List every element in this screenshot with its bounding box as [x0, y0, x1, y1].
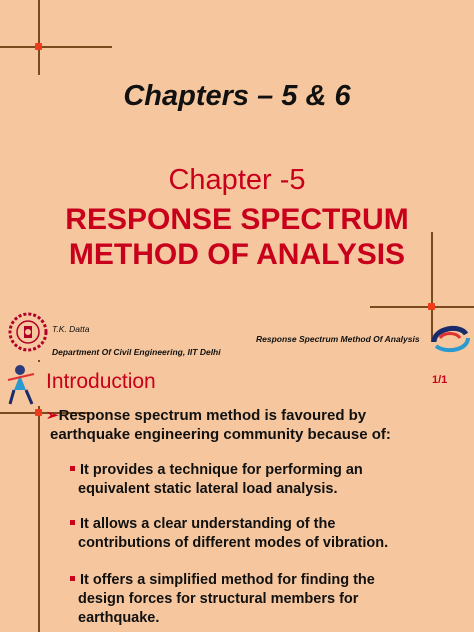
section-title: Introduction: [46, 370, 156, 393]
page-number: 1/1: [432, 374, 448, 386]
decor-vline-top-left: [38, 0, 40, 75]
iit-delhi-logo-icon: [8, 312, 48, 352]
topic-name: Response Spectrum Method Of Analysis: [256, 334, 420, 344]
decor-dot-mid-right: [428, 303, 435, 310]
arrow-bullet-icon: ➢: [46, 407, 59, 424]
decor-dot-bottom-left: [35, 409, 42, 416]
bullet-line1: It provides a technique for performing an: [80, 462, 363, 478]
square-bullet-icon: [70, 466, 75, 471]
earthquake-figure-logo-icon: [4, 360, 42, 408]
bullet-line1: It allows a clear understanding of the: [80, 516, 336, 532]
bullet-line2: design forces for structural members for: [78, 591, 359, 607]
slide-title: Chapters – 5 & 6: [123, 80, 351, 112]
decor-dot-top-left: [35, 43, 42, 50]
chapter-heading-line1: RESPONSE SPECTRUM: [65, 203, 409, 236]
decor-hline-mid-right: [370, 306, 474, 308]
bullet-item: [70, 571, 465, 628]
decor-hline-top-left: [0, 46, 112, 48]
lead-line1: Response spectrum method is favoured by: [58, 407, 367, 424]
bullet-item: [70, 515, 465, 553]
bullet-item: [70, 461, 465, 499]
spiral-logo-icon: [430, 320, 472, 354]
chapter-heading-line2: METHOD OF ANALYSIS: [68, 238, 406, 271]
bullet-line2: contributions of different modes of vibration.: [78, 535, 389, 551]
square-bullet-icon: [70, 520, 75, 525]
chapter-heading: [0, 202, 474, 272]
department-name: Department Of Civil Engineering, IIT Delhi: [52, 347, 221, 357]
bullet-line2: equivalent static lateral load analysis.: [78, 481, 338, 497]
bullet-line1: It offers a simplified method for finding the: [80, 572, 375, 588]
author-name: T.K. Datta: [52, 324, 90, 334]
lead-paragraph: [46, 406, 466, 444]
chapter-label: Chapter -5: [168, 164, 306, 196]
square-bullet-icon: [70, 576, 75, 581]
lead-line2: earthquake engineering community because of:: [50, 426, 391, 443]
bullet-line3: earthquake.: [78, 610, 160, 626]
